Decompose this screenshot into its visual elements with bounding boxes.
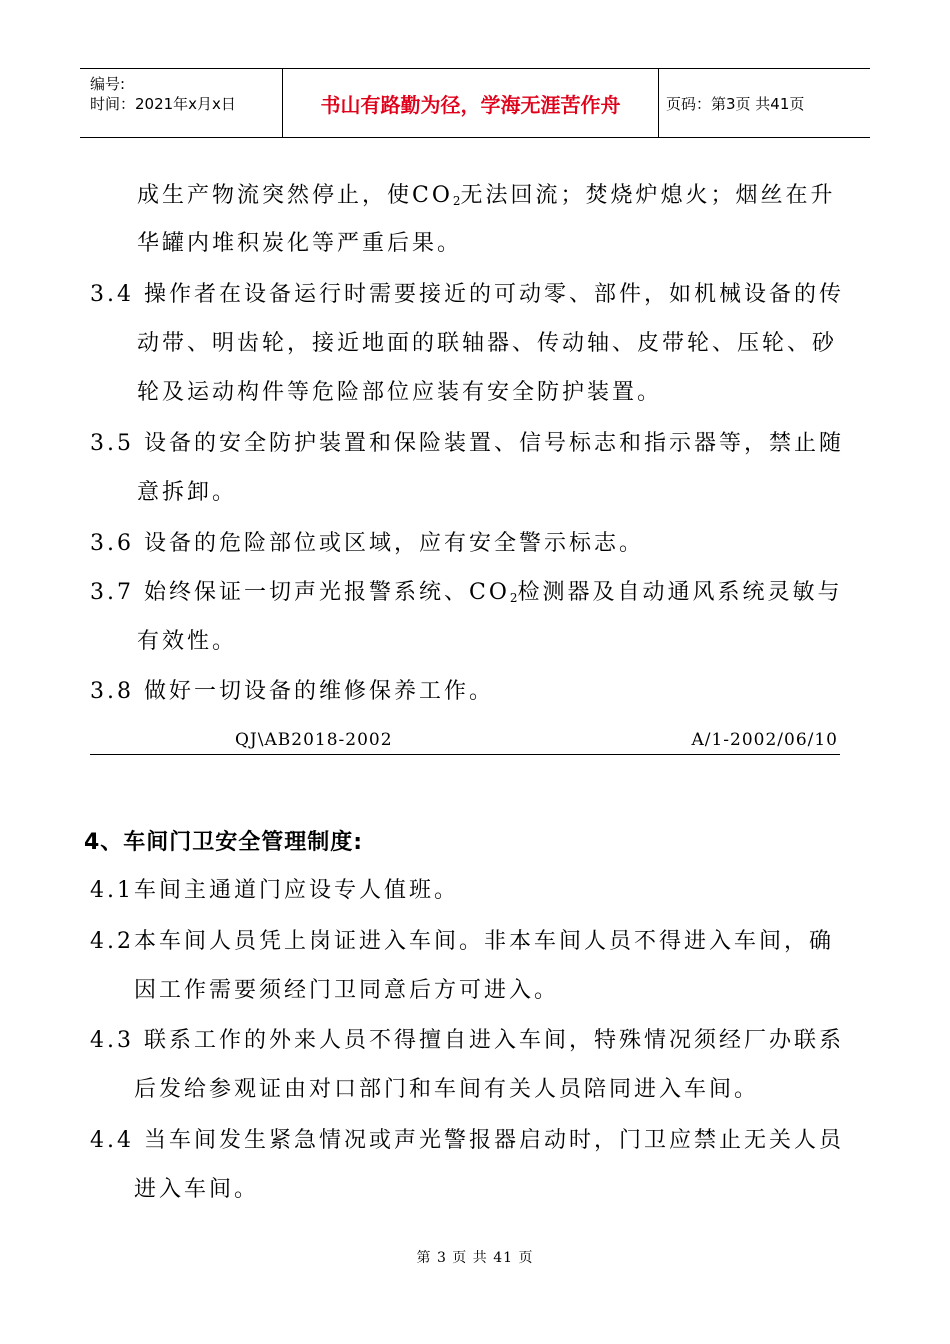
body-line-2: 华罐内堆积炭化等严重后果。: [137, 231, 463, 256]
document-revision: A/1-2002/06/10: [691, 730, 838, 750]
clause-4-4-cont: 进入车间。: [134, 1177, 260, 1202]
clause-3-4-cont-2: 轮及运动构件等危险部位应装有安全防护装置。: [137, 380, 663, 405]
body-line-1: 成生产物流突然停止，使$CO_2$无法回流；焚烧炉熄火；烟丝在升: [137, 183, 836, 208]
clause-4-4: 4.4 当车间发生紧急情况或声光警报器启动时，门卫应禁止无关人员: [90, 1128, 844, 1153]
clause-3-7-cont: 有效性。: [137, 629, 238, 654]
page-footer: 第 3 页 共 41 页: [416, 1250, 534, 1266]
clause-3-6: 3.6 设备的危险部位或区域，应有安全警示标志。: [90, 531, 644, 556]
document-date-label: 时间：2021年x月x日: [90, 95, 236, 113]
clause-3-5: 3.5 设备的安全防护装置和保险装置、信号标志和指示器等，禁止随: [90, 431, 844, 456]
header-info-cell: [80, 69, 283, 137]
clause-3-4: 3.4 操作者在设备运行时需要接近的可动零、部件，如机械设备的传: [90, 282, 844, 307]
clause-4-2-cont: 因工作需要须经门卫同意后方可进入。: [134, 978, 560, 1003]
clause-3-5-cont: 意拆卸。: [137, 480, 238, 505]
header-motto: 书山有路勤为径，学海无涯苦作舟: [283, 69, 659, 137]
clause-4-2: 4.2本车间人员凭上岗证进入车间。非本车间人员不得进入车间，确: [90, 929, 834, 954]
clause-4-1: 4.1车间主通道门应设专人值班。: [90, 878, 459, 903]
header-page-label: 页码：第3页 共41页: [666, 94, 805, 113]
clause-3-4-cont-1: 动带、明齿轮，接近地面的联轴器、传动轴、皮带轮、压轮、砂: [137, 331, 838, 356]
clause-4-3-cont: 后发给参观证由对口部门和车间有关人员陪同进入车间。: [134, 1077, 760, 1102]
clause-3-7: 3.7 始终保证一切声光报警系统、$CO_2$检测器及自动通风系统灵敏与: [90, 580, 843, 605]
section-4-heading: 4、车间门卫安全管理制度:: [84, 830, 364, 855]
clause-3-8: 3.8 做好一切设备的维修保养工作。: [90, 679, 494, 704]
document-code: QJ\AB2018-2002: [235, 730, 393, 750]
header-table: [80, 68, 870, 138]
document-number-label: 编号:: [90, 75, 126, 93]
document-code-line: [90, 730, 840, 755]
clause-4-3: 4.3 联系工作的外来人员不得擅自进入车间，特殊情况须经厂办联系: [90, 1028, 844, 1053]
